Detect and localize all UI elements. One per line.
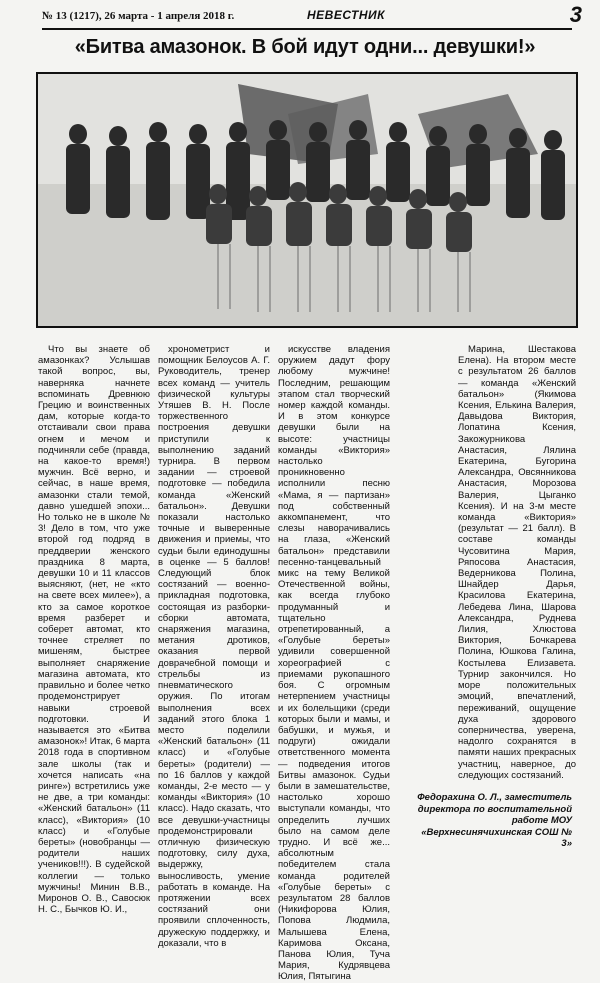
newspaper-header xyxy=(42,2,582,30)
page-number: 3 xyxy=(569,2,582,27)
article-column-4: Марина, Шестакова Елена). На втором месте с результатом 26 баллов — команда «Женский батальон» (Якимова Ксения, Елькина Валерия, Давыдова Виктория, Лопатина Ксения, Закожурникова Анастасия, Лялина Екатерина, Бугорина Александра, Овсянникова Анастасия, Морозова Валерия, Цыганко Ксения). И на 3-м месте команда «Виктория» (результат — 21 балл). В составе команды Чусовитина Мария, Ряпосова Анастасия, Ведерникова Полина, Шнайдер Дарья, Красилова Екатерина, Лебедева Лина, Шарова Александра, Руднева Лилия, Хлюстова Виктория, Бочкарева Полина, Юшкова Галина, Костылева Елизавета. Турнир закончился. Но море положительных эмоций, впечатлений, переживаний, ощущение духа здорового соперничества, уверена, надолго сохранятся в памяти наших прекрасных участниц, наверное, до следующих состязаний. xyxy=(458,344,576,781)
issue-info: № 13 (1217), 26 марта - 1 апреля 2018 г. xyxy=(42,10,235,22)
author-credit: Федорахина О. Л., заместитель директора по воспитательной работе МОУ «Верхнесинячихинская СОШ № 3» xyxy=(417,792,572,849)
article-column-2: хронометрист и помощник Белоусов А. Г. Руководитель, тренер всех команд — учитель физической культуры Утяшев В. Н. После торжественного построения девушки приступили к выполнению заданий турнира. В первом задании — строевой подготовке — победила команда «Женский батальон». Девушки показали настолько точные и выверенные движения и приемы, что судьи были единодушны в оценке — 5 баллов! Следующий блок состязаний — военно-прикладная подготовка, состоящая из разборки-сборки автомата, снаряжения магазина, метания дротиков, оказания первой доврачебной помощи и стрельбы из пневматического оружия. По итогам выполнения всех заданий этого блока 1 место поделили «Женский батальон» (11 класс) и «Голубые береты» (родители) — по 16 баллов у каждой команды, 2-е место — у команды «Виктория» (10 класс). Надо сказать, что все девушки-участницы продемонстрировали отличную физическую подготовку, силу духа, выдержку, выносливость, умение работать в команде. На протяжении всех состязаний они проявили сплоченность, дружескую поддержку, и доказали, что в xyxy=(158,344,270,949)
article-column-3: искусстве владения оружием дадут фору любому мужчине! Последним, решающим этапом стал творческий номер каждой команды. И в этом конкурсе девушки были на высоте: участницы команды «Виктория» настолько проникновенно исполнили песню «Мама, я — партизан» под собственный аккомпанемент, что слезы наворачивались на глаза, «Женский батальон» представили песенно-танцевальный микс на тему Великой Отечественной войны, как всегда глубоко продуманный и тщательно отрепетированный, а «Голубые береты» удивили совершенной хореографией с приемами рукопашного боя. С огромным нетерпением участницы и их болельщики (среди которых были и мамы, и бабушки, и мужья, и подруги) ожидали ответственного момента — подведения итогов Битвы амазонок. Судьи были в замешательстве, настолько хорошо выступали команды, что определить лучших было на самом деле трудно. И всё же... абсолютным победителем стала команда родителей «Голубые береты» с результатом 28 баллов (Никифорова Юлия, Попова Людмила, Малышева Елена, Каримова Оксана, Панова Юлия, Туча Мария, Кудрявцева Юлия, Пятыгина xyxy=(278,344,390,983)
paper-name: НЕВЕСТНИК xyxy=(307,8,386,22)
article-column-1: Что вы знаете об амазонках? Услышав такой вопрос, вы, наверняка начнете вспоминать Древнюю Грецию и воинственных дам, которые когда-то отстаивали свои права огнем и мечом и подчиняли себе (правда, на какое-то время!) мужчин. Всё верно, и сейчас, в наше время, амазонки стали темой, давно ушедшей эпохи... Но только не в школе № 3! Дело в том, что уже второй год подряд в преддверии женского праздника 8 марта, девушки 10 и 11 классов выясняют, (нет, не «кто на свете всех милее»), а кто за самое короткое время разберет и соберет автомат, кто точнее стреляет по мишеням, быстрее выполняет снаряжение магазина автомата, кто правильно и более четко продемонстрирует навыки строевой подготовки. И называется это «Битва амазонок»! Итак, 6 марта 2018 года в спортивном зале школы (так и хочется написать «на ринге») встретились уже не две, а три команды: «Женский батальон» (11 класс), «Виктория» (10 класс) и «Голубые береты» (новобранцы — родители наших учеников!!!). В судейской коллегии — только мужчины! Минин В.В., Миронов О. В., Савосюк Н. С., Бычков Ю. И., xyxy=(38,344,150,916)
group-photo xyxy=(36,72,578,328)
group-photo-icon xyxy=(38,74,576,326)
article-headline: «Битва амазонок. В бой идут одни... девушки!» xyxy=(74,36,536,58)
